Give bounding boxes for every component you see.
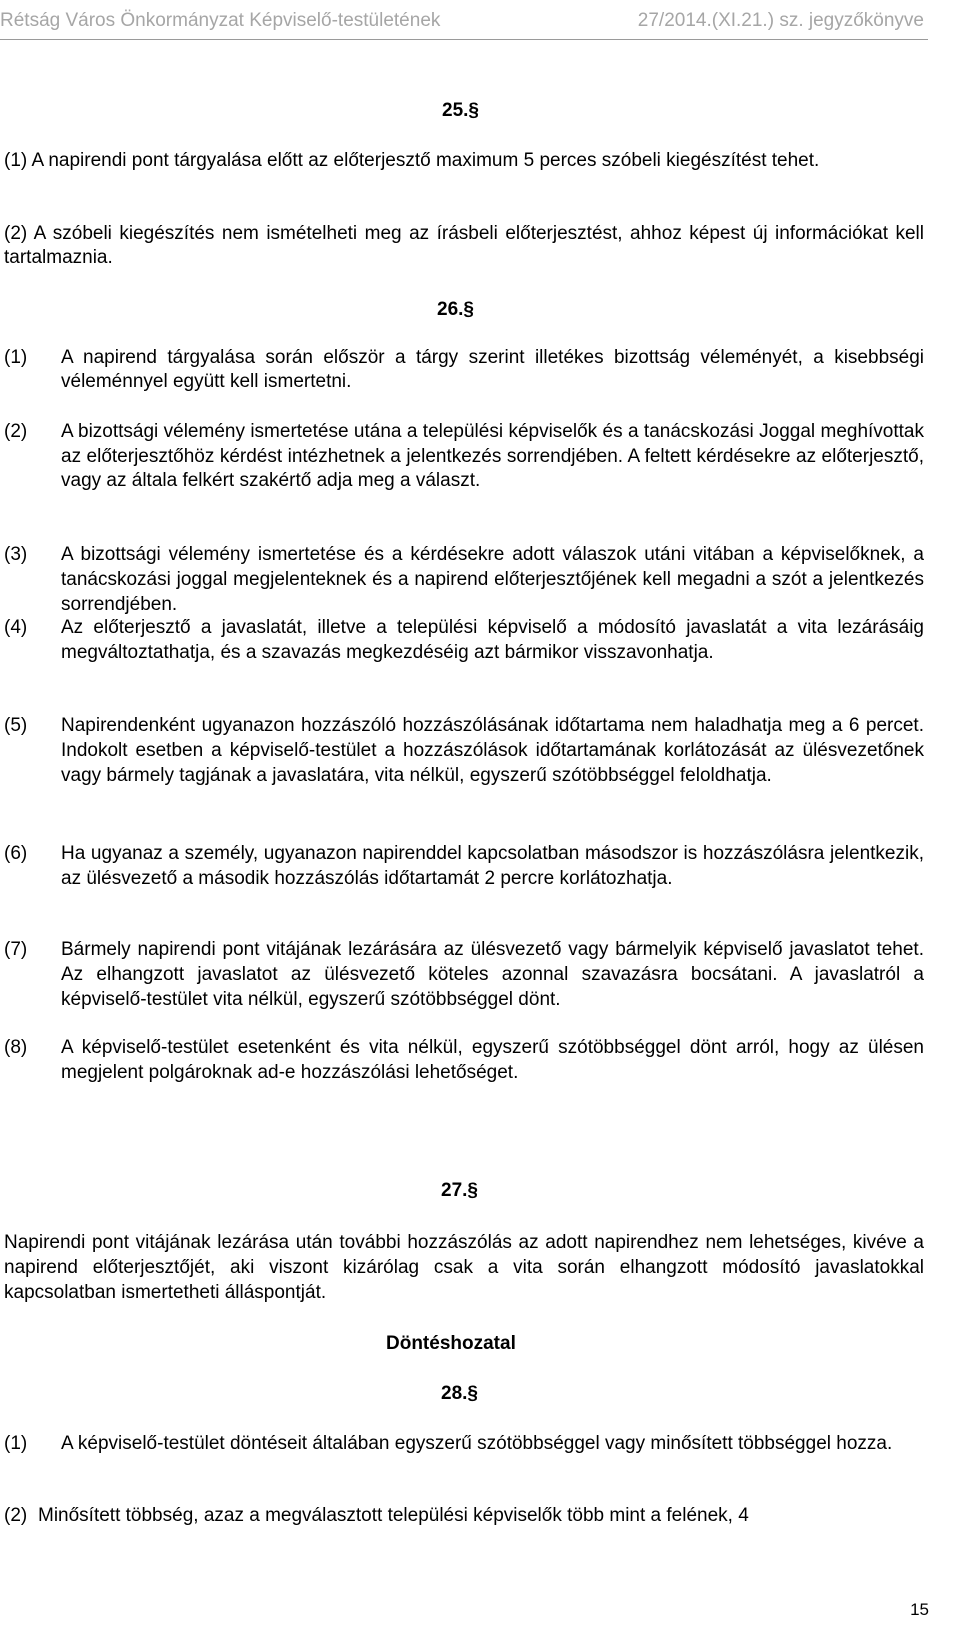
section-28-title: 28.§ bbox=[441, 1383, 478, 1404]
section-26-item-4 bbox=[4, 615, 924, 665]
section-26-item-7 bbox=[4, 937, 924, 1012]
item-number: (1) bbox=[4, 1433, 28, 1454]
item-number: (6) bbox=[4, 843, 28, 864]
item-text: A bizottsági vélemény ismertetése utána a települési képviselők és a tanácskozási Joggal meghívottak az előterjesztőhöz kérdést intézhetnek a jelentkezés sorrendjében. A feltett kérdésekre az előterjesztő, vagy az általa felkért szakértő adja meg a választ. bbox=[61, 421, 924, 491]
item-text: Ha ugyanaz a személy, ugyanazon napirenddel kapcsolatban másodszor is hozzászólásra jelentkezik, az ülésvezető a második hozzászólás időtartamát 2 percre korlátozhatja. bbox=[61, 843, 924, 889]
section-26-item-8 bbox=[4, 1035, 924, 1085]
item-text: A képviselő-testület esetenként és vita nélkül, egyszerű szótöbbséggel dönt arról, hogy az ülésen megjelent polgároknak ad-e hozzászólási lehetőséget. bbox=[61, 1037, 924, 1083]
section-26-title: 26.§ bbox=[437, 299, 474, 320]
section-25-title: 25.§ bbox=[442, 100, 479, 121]
section-26-item-1 bbox=[4, 346, 924, 394]
item-text: Bármely napirendi pont vitájának lezárására az ülésvezető vagy bármelyik képviselő javaslatot tehet. Az elhangzott javaslatot az ülésvezető köteles azonnal szavazásra bocsátani. A javaslatról a képviselő-testület vita nélkül, egyszerű szótöbbséggel dönt. bbox=[61, 939, 924, 1010]
item-text: Az előterjesztő a javaslatát, illetve a települési képviselő a módosító javaslatát a vita lezárásáig megváltoztathatja, és a szavazás megkezdéséig azt bármikor visszavonhatja. bbox=[61, 617, 924, 663]
section-28-item-2 bbox=[4, 1504, 924, 1528]
item-number: (7) bbox=[4, 939, 28, 960]
page-header bbox=[0, 3, 928, 40]
item-number: (5) bbox=[4, 715, 28, 736]
item-text: A bizottsági vélemény ismertetése és a kérdésekre adott válaszok utáni vitában a képviselőknek, a tanácskozási joggal megjelenteknek és a napirend előterjesztőjének kell megadni a szót a jelentkezés sorrendjében. bbox=[61, 544, 924, 615]
header-title: Rétság Város Önkormányzat Képviselő-testületének bbox=[0, 10, 441, 31]
section-25-para-2: (2) A szóbeli kiegészítés nem ismételheti meg az írásbeli előterjesztést, ahhoz képest új információkat kell tartalmaznia. bbox=[4, 223, 924, 268]
section-25-para-1: (1) A napirendi pont tárgyalása előtt az előterjesztő maximum 5 perces szóbeli kiegészítést tehet. bbox=[4, 150, 820, 171]
item-text: A képviselő-testület döntéseit általában egyszerű szótöbbséggel vagy minősített többséggel hozza. bbox=[61, 1433, 893, 1454]
item-text: A napirend tárgyalása során először a tárgy szerint illetékes bizottság véleményét, a kisebbségi véleménnyel együtt kell ismertetni. bbox=[61, 347, 924, 392]
section-26-item-2 bbox=[4, 420, 924, 494]
section-26-item-3 bbox=[4, 542, 924, 617]
item-number: (3) bbox=[4, 544, 28, 565]
item-number: (2) bbox=[4, 421, 28, 442]
item-text: Minősített többség, azaz a megválasztott települési képviselők több mint a felének, 4 bbox=[38, 1505, 749, 1526]
section-27-para: Napirendi pont vitájának lezárása után további hozzászólás az adott napirendhez nem lehetséges, kivéve a napirend előterjesztőjét, aki viszont kizárólag csak a vita során elhangzott módosító javaslatokkal kapcsolatban ismertetheti álláspontját. bbox=[4, 1232, 924, 1303]
section-26-item-6 bbox=[4, 841, 924, 891]
item-number: (2) bbox=[4, 1505, 28, 1526]
item-number: (1) bbox=[4, 347, 28, 368]
page-number: 15 bbox=[910, 1600, 929, 1619]
item-number: (8) bbox=[4, 1037, 28, 1058]
decision-making-heading: Döntéshozatal bbox=[386, 1333, 516, 1354]
section-27-title: 27.§ bbox=[441, 1180, 478, 1201]
item-number: (4) bbox=[4, 617, 28, 638]
header-minutes-ref: 27/2014.(XI.21.) sz. jegyzőkönyve bbox=[637, 10, 924, 31]
section-26-item-5 bbox=[4, 713, 924, 788]
item-text: Napirendenként ugyanazon hozzászóló hozzászólásának időtartama nem haladhatja meg a 6 percet. Indokolt esetben a képviselő-testület a hozzászólások időtartamának korlátozását az ülésvezetőnek vagy bármely tagjának a javaslatára, vita nélkül, egyszerű szótöbbséggel feloldhatja. bbox=[61, 715, 924, 786]
section-28-item-1 bbox=[4, 1432, 910, 1456]
